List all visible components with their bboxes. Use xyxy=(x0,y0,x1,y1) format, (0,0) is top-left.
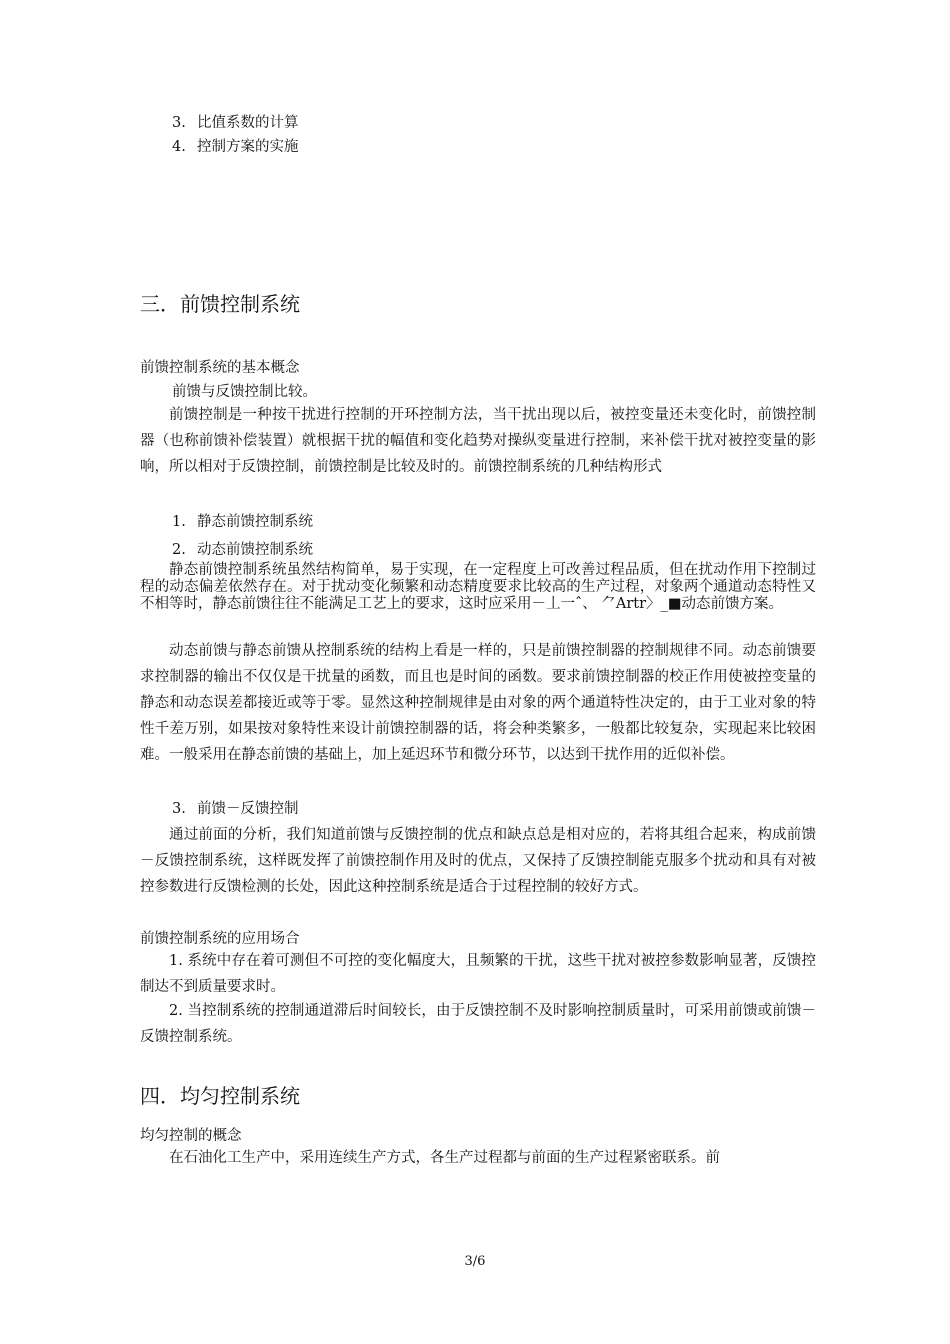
list-text: 静态前馈控制系统 xyxy=(197,514,313,530)
list-number: 3. xyxy=(172,115,186,131)
paragraph xyxy=(140,822,816,900)
list-item xyxy=(172,538,313,559)
list-item xyxy=(172,111,299,132)
paragraph-text: 1. 系统中存在着可测但不可控的变化幅度大，且频繁的干扰，这些干扰对被控参数影响显著，反馈控制达不到质量要求时。 xyxy=(140,953,816,995)
subsection-title: 均匀控制的概念 xyxy=(140,1128,242,1144)
paragraph xyxy=(140,562,816,613)
page-number: 3/6 xyxy=(464,1254,486,1269)
list-text: 前馈－反馈控制 xyxy=(197,801,299,817)
compare-text: 前馈与反馈控制比较。 xyxy=(172,384,317,400)
list-text: 动态前馈控制系统 xyxy=(197,542,313,558)
paragraph-text: 动态前馈与静态前馈从控制系统的结构上看是一样的，只是前馈控制器的控制规律不同。动态前馈要求控制器的输出不仅仅是干扰量的函数，而且也是时间的函数。要求前馈控制器的校正作用使被控变量的静态和动态误差都接近或等于零。显然这种控制规律是由对象的两个通道特性决定的，由于工业对象的特性千差万别，如果按对象特性来设计前馈控制器的话，将会种类繁多，一般都比较复杂，实现起来比较困难。一般采用在静态前馈的基础上，加上延迟环节和微分环节，以达到干扰作用的近似补偿。 xyxy=(140,643,816,763)
list-number: 2. xyxy=(172,542,186,558)
subsection-title: 前馈控制系统的基本概念 xyxy=(140,360,300,376)
paragraph xyxy=(140,998,816,1050)
list-number: 1. xyxy=(172,514,186,530)
paragraph xyxy=(140,638,816,768)
list-item xyxy=(172,510,313,531)
paragraph-text: 2. 当控制系统的控制通道滞后时间较长，由于反馈控制不及时影响控制质量时，可采用前馈或前馈－反馈控制系统。 xyxy=(140,1003,816,1045)
paragraph xyxy=(140,402,816,480)
list-item xyxy=(172,797,299,818)
list-number: 4. xyxy=(172,139,186,155)
list-text: 控制方案的实施 xyxy=(197,139,299,155)
section-heading: 四．均匀控制系统 xyxy=(140,1084,300,1108)
list-number: 3. xyxy=(172,801,186,817)
list-item xyxy=(172,135,299,156)
list-text: 比值系数的计算 xyxy=(197,115,299,131)
paragraph xyxy=(140,1145,816,1171)
paragraph-text: 通过前面的分析，我们知道前馈与反馈控制的优点和缺点总是相对应的，若将其组合起来，构成前馈－反馈控制系统，这样既发挥了前馈控制作用及时的优点，又保持了反馈控制能克服多个扰动和具有对被控参数进行反馈检测的长处，因此这种控制系统是适合于过程控制的较好方式。 xyxy=(140,827,816,895)
paragraph-text: 静态前馈控制系统虽然结构简单，易于实现，在一定程度上可改善过程品质，但在扰动作用下控制过程的动态偏差依然存在。对于扰动变化频繁和动态精度要求比较高的生产过程，对象两个通道动态特性又不相等时，静态前馈往往不能满足工艺上的要求，这时应采用－丄一ˆ、 ⺈Artr〉_■动态前馈方案。 xyxy=(140,562,816,612)
subsection-title: 前馈控制系统的应用场合 xyxy=(140,931,300,947)
paragraph-text: 前馈控制是一种按干扰进行控制的开环控制方法，当干扰出现以后，被控变量还未变化时，前馈控制器（也称前馈补偿装置）就根据干扰的幅值和变化趋势对操纵变量进行控制，来补偿干扰对被控变量的影响，所以相对于反馈控制，前馈控制是比较及时的。前馈控制系统的几种结构形式 xyxy=(140,407,816,475)
section-heading: 三．前馈控制系统 xyxy=(140,292,300,316)
paragraph-text: 在石油化工生产中，采用连续生产方式，各生产过程都与前面的生产过程紧密联系。前 xyxy=(169,1150,720,1166)
paragraph xyxy=(140,948,816,1000)
